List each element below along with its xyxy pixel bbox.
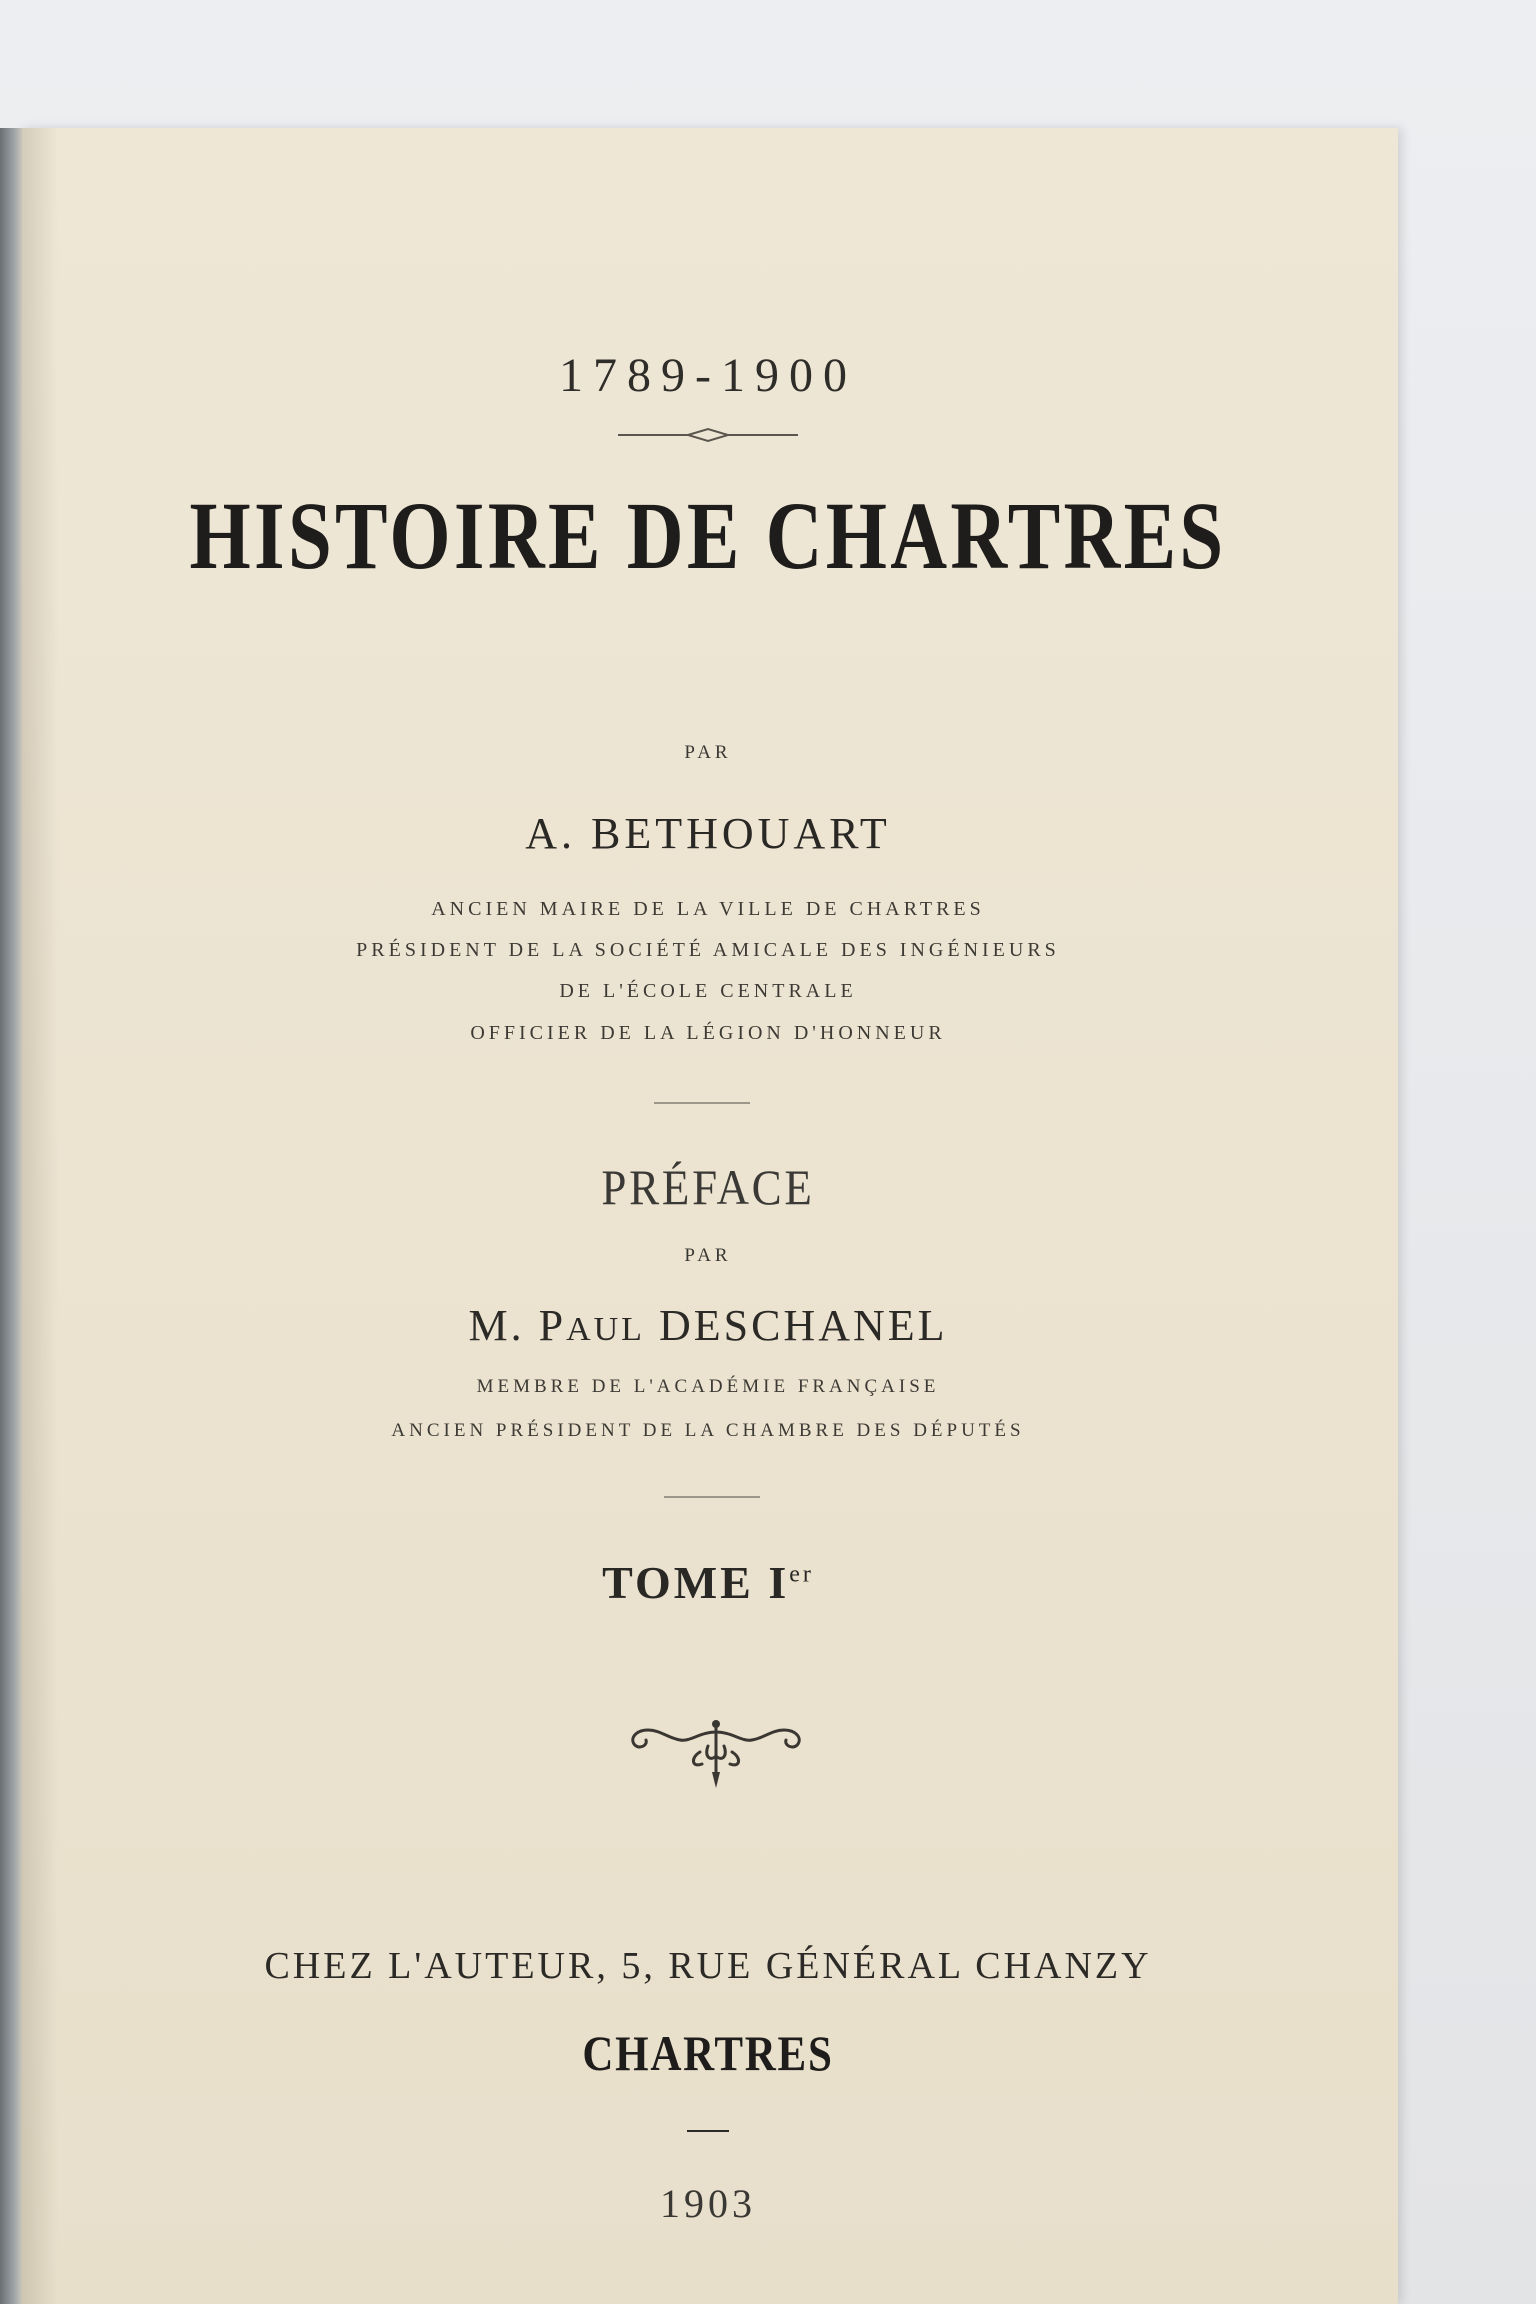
preface-author <box>18 1300 1398 1351</box>
divider <box>664 1496 760 1498</box>
author-credential: ANCIEN MAIRE DE LA VILLE DE CHARTRES <box>431 898 985 920</box>
years-heading: 1789-1900 <box>559 349 857 402</box>
preface-par-label: PAR <box>684 1245 732 1266</box>
preface-author-surname: DESCHANEL <box>658 1301 948 1350</box>
publication-year: 1903 <box>660 2181 756 2226</box>
author-credential: OFFICIER DE LA LÉGION D'HONNEUR <box>470 1022 946 1044</box>
book-cover-edge <box>0 128 22 2304</box>
publication-city: CHARTRES <box>582 2025 834 2081</box>
ornamental-rule <box>618 425 798 445</box>
book-page <box>18 128 1398 2304</box>
spine-shadow <box>18 128 58 2304</box>
publisher-address: CHEZ L'AUTEUR, 5, RUE GÉNÉRAL CHANZY <box>264 1945 1152 1987</box>
preface-author-prefix: M. P <box>468 1301 567 1350</box>
volume-label <box>18 1556 1398 1609</box>
preface-author-small-caps: AUL <box>566 1311 645 1348</box>
fleuron-ornament-icon <box>620 1712 812 1792</box>
short-dash <box>687 2130 729 2132</box>
author-credential: DE L'ÉCOLE CENTRALE <box>559 980 857 1002</box>
par-label: PAR <box>684 742 732 763</box>
preface-author-credential: ANCIEN PRÉSIDENT DE LA CHAMBRE DES DÉPUTÉS <box>391 1420 1025 1441</box>
preface-author-credential: MEMBRE DE L'ACADÉMIE FRANÇAISE <box>476 1376 940 1397</box>
preface-heading: PRÉFACE <box>601 1159 815 1215</box>
volume-number: TOME I <box>602 1557 790 1608</box>
volume-suffix: er <box>789 1561 814 1588</box>
book-title: HISTOIRE DE CHARTRES <box>189 482 1227 589</box>
author-name: A. BETHOUART <box>525 809 891 858</box>
divider <box>654 1102 750 1104</box>
author-credential: PRÉSIDENT DE LA SOCIÉTÉ AMICALE DES INGÉNIEURS <box>356 939 1060 961</box>
